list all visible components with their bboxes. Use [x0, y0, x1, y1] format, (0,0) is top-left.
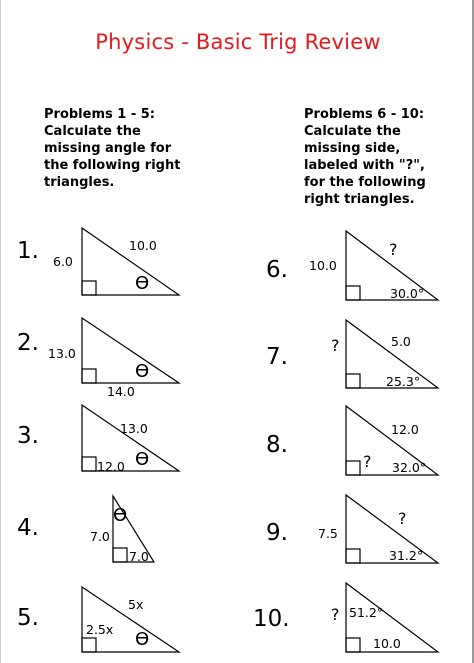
- unknown-side-7: ?: [331, 336, 340, 355]
- triangle-2: [82, 318, 179, 383]
- side-label-4b: 7.0: [129, 549, 149, 564]
- problem-number-1: 1.: [17, 238, 39, 264]
- side-label-2a: 13.0: [48, 346, 76, 361]
- theta-symbol-4: ϴ: [113, 505, 128, 526]
- problem-number-2: 2.: [17, 330, 39, 356]
- problem-number-7: 7.: [266, 344, 288, 370]
- side-label-8a: 12.0: [391, 422, 419, 437]
- triangle-figures: [1, 0, 474, 663]
- problem-number-8: 8.: [266, 432, 288, 458]
- page-title: Physics - Basic Trig Review: [95, 30, 381, 54]
- side-label-1a: 6.0: [53, 254, 73, 269]
- side-label-4a: 7.0: [90, 529, 110, 544]
- unknown-side-9: ?: [398, 509, 407, 528]
- problem-number-9: 9.: [266, 520, 288, 546]
- side-label-7a: 5.0: [391, 334, 411, 349]
- angle-label-8: 32.0°: [392, 460, 427, 475]
- theta-symbol-3: ϴ: [135, 449, 150, 470]
- side-label-2b: 14.0: [107, 384, 135, 399]
- side-label-10a: 10.0: [373, 636, 401, 651]
- side-label-9a: 7.5: [318, 526, 338, 541]
- angle-label-10: 51.2°: [349, 605, 384, 620]
- side-label-6a: 10.0: [309, 258, 337, 273]
- problem-number-4: 4.: [17, 515, 39, 541]
- angle-label-6: 30.0°: [390, 286, 425, 301]
- side-label-1b: 10.0: [129, 238, 157, 253]
- instructions-right: Problems 6 - 10: Calculate the missing side, labeled with "?", for the following right triangles.: [304, 107, 426, 207]
- side-label-3b: 12.0: [97, 459, 125, 474]
- problem-number-5: 5.: [17, 605, 39, 631]
- problem-number-3: 3.: [17, 423, 39, 449]
- theta-symbol-2: ϴ: [135, 361, 150, 382]
- theta-symbol-1: ϴ: [135, 273, 150, 294]
- side-label-3a: 13.0: [120, 421, 148, 436]
- problem-number-10: 10.: [253, 606, 290, 632]
- instructions-left: Problems 1 - 5: Calculate the missing angle for the following right triangles.: [44, 107, 181, 190]
- angle-label-9: 31.2°: [389, 548, 424, 563]
- unknown-side-8: ?: [363, 452, 372, 471]
- side-label-5b: 2.5x: [86, 622, 114, 637]
- unknown-side-10: ?: [331, 605, 340, 624]
- theta-symbol-5: ϴ: [135, 629, 150, 650]
- side-label-5a: 5x: [128, 597, 144, 612]
- unknown-side-6: ?: [389, 240, 398, 259]
- problem-number-6: 6.: [266, 257, 288, 283]
- angle-label-7: 25.3°: [386, 374, 421, 389]
